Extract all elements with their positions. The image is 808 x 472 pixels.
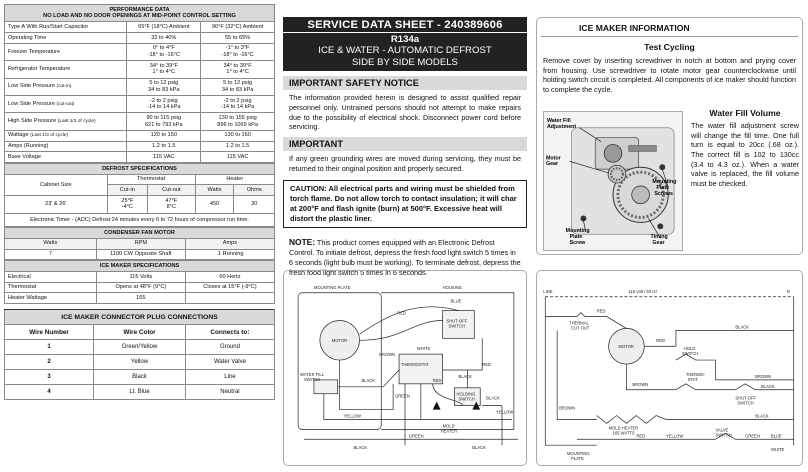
water-fill-volume <box>691 108 799 188</box>
svg-text:YELLOW: YELLOW <box>496 409 514 415</box>
ice-maker-info-panel <box>536 17 803 255</box>
svg-text:GREEN: GREEN <box>395 393 410 399</box>
svg-text:WHITE: WHITE <box>770 447 785 453</box>
connector-row: 4 Lt. Blue Neutral <box>5 385 275 400</box>
label-plate-screws: Mounting Plate Screws <box>652 178 677 197</box>
performance-row: Refrigerator Temperature 34° to 39°F 1° to 4°C 34° to 39°F 1° to 4°C <box>5 61 275 78</box>
defrost-title: DEFROST SPECIFICATIONS <box>5 164 275 175</box>
connector-title: ICE MAKER CONNECTOR PLUG CONNECTIONS <box>5 310 275 325</box>
wl-thermostat: THERMOSTAT <box>401 362 429 368</box>
svg-text:RED: RED <box>432 377 442 383</box>
wr-shutoff: SHUT-OFF SWITCH <box>735 395 757 406</box>
svg-text:RED: RED <box>397 310 406 316</box>
wiring-diagram-physical <box>283 270 527 466</box>
wr-mold-heater: MOLD HEATER 165 WATTS <box>608 425 639 436</box>
defrost-timer-note: Electronic Timer - (ADC) Defrost 24 minutes every 6 to 72 hours of compressor run time. <box>5 213 275 227</box>
svg-text:BLUE: BLUE <box>450 298 462 304</box>
connector-table: ICE MAKER CONNECTOR PLUG CONNECTIONS Wire Number Wire Color Connects to: 1 Green/Yellow Ground 2 Yellow Water Valve 3 Black Line 4 Lt. Blue Neutral <box>4 309 275 400</box>
label-water-fill: Water Fill Adjustment <box>546 117 577 130</box>
wr-neutral: N <box>786 288 790 294</box>
svg-text:BLACK: BLACK <box>761 383 775 389</box>
svg-text:BROWN: BROWN <box>379 352 396 358</box>
svg-text:BLACK: BLACK <box>458 373 473 379</box>
performance-row: Wattage (Last 1/3 of cycle) 120 to 150 130 to 160 <box>5 130 275 141</box>
svg-text:GREEN: GREEN <box>408 433 424 439</box>
svg-text:BLACK: BLACK <box>735 324 749 330</box>
note-paragraph: NOTE: This product comes equipped with an Electronic Defrost Control. To initiate defrost, depress the fresh food light switch 5 times in 6 seconds (light bulb must be working). To terminate defrost, depress the fresh food light switch 5 times in 6 seconds. <box>289 236 521 277</box>
connector-row: 3 Black Line <box>5 370 275 385</box>
svg-text:BROWN: BROWN <box>755 373 771 379</box>
label-timing-gear: Timing Gear <box>650 234 668 247</box>
fan-title: CONDENSER FAN MOTOR <box>5 228 275 239</box>
wl-mold-heater: MOLD HEATER <box>440 423 458 434</box>
wiring-diagram-schematic <box>536 270 803 466</box>
svg-text:WHITE: WHITE <box>416 346 431 352</box>
ice-maker-photo <box>543 111 683 251</box>
svg-text:BROWN: BROWN <box>559 405 576 411</box>
wl-holding: HOLDING SWITCH <box>456 391 476 402</box>
label-motor-gear: Motor Gear <box>545 155 561 168</box>
defrost-table: DEFROST SPECIFICATIONS Cabinet Size Thermostat Heater Cut-in Cut-out Watts Ohms 23' & 26' 25°F -4°C 47°F 8°C 450 30 Electronic Timer - (ADC) Defrost 24 minutes every 6 to 72 hours of compressor run time. <box>4 163 275 227</box>
svg-text:GREEN: GREEN <box>745 433 760 439</box>
ice-spec-title: ICE MAKER SPECIFICATIONS <box>5 261 275 272</box>
condenser-fan-table: CONDENSER FAN MOTOR Watts RPM Amps 7 1100 CW Opposite Shaft .1 Running <box>4 227 275 260</box>
test-cycling-title: Test Cycling <box>644 42 695 52</box>
performance-row: Freezer Temperature 0° to 4°F -18° to -16°C -1° to 3°F -18° to -16°C <box>5 43 275 60</box>
svg-text:BLUE: BLUE <box>770 433 782 439</box>
performance-row: Base Voltage 115 VAC 115 VAC <box>5 152 275 163</box>
svg-text:BROWN: BROWN <box>632 381 649 387</box>
wiring-diagram-physical-svg <box>284 271 526 465</box>
wr-motor: MOTOR <box>618 344 634 350</box>
ice-maker-spec-table: ICE MAKER SPECIFICATIONS Electrical 115 Volts 60 Hertz Thermostat Opens at 48°F (9°C) Closes at 15°F (-9°C) Heater Wattage 165 <box>4 260 275 304</box>
connector-row: 2 Yellow Water Valve <box>5 355 275 370</box>
service-data-header: SERVICE DATA SHEET - 240389606 R134a ICE & WATER - AUTOMATIC DEFROST SIDE BY SIDE MODELS <box>283 17 527 71</box>
wl-housing: HOUSING <box>442 284 462 290</box>
refrigerant: R134a <box>390 34 420 45</box>
wfv-text: The water fill adjustment screw will change the fill time. One full turn is equal to 20cc (.68 oz.). The correct fill is 102 to 130cc (3.4 to 4.3 oz.). When a water valve is replaced, the fill volume must be checked. <box>691 121 799 188</box>
caution-box: CAUTION: All electrical parts and wiring must be shielded from torch flame. Do not allow torch to contact insulation; it will char at 200°F and flash ignite (burn) at 500°F. Excessive heat will distort the plastic liner. <box>283 180 527 228</box>
svg-text:YELLOW: YELLOW <box>666 433 684 439</box>
wiring-diagram-schematic-svg <box>537 271 802 465</box>
performance-row: Low Side Pressure (cut-in) 5 to 12 psig 34 to 83 kPa 5 to 12 psig 34 to 83 kPa <box>5 78 275 95</box>
svg-text:RED: RED <box>596 308 606 314</box>
performance-row: Operating Time 32 to 40% 55 to 65% <box>5 33 275 44</box>
wr-hold-switch: HOLD SWITCH <box>681 346 699 357</box>
svg-text:RED: RED <box>482 362 491 368</box>
left-column <box>4 4 275 400</box>
performance-table: PERFORMANCE DATA NO LOAD AND NO DOOR OPENINGS AT MID-POINT CONTROL SETTING Type A With Run/Start Capacitor 65°F (18°C) Ambient 90°F (32°C) Ambient Operating Time 32 to 40% 55 to 65% Freezer Temperature 0° to 4°F -18° to -16°C -1° to 3°F -18° to -16°C Refrigerator Temperature 34° to 39°F 1° to 4°C 34° to 39°F 1° to 4°C Low Side Pressure (cut-in) 5 to 12 psig 34 to 83 kPa 5 to 12 psig 34 to 83 kPa Low Side Pressure (cut-out) -2 to 2 psig -14 to 14 kPa -2 to 2 psig -14 to 14 kPa High Side Pressure (Last 1/3 of cycle) 90 to 115 psig 621 to 793 kPa 130 to 155 psig 896 to 1069 kPa Wattage (Last 1/3 of cycle) 120 to 150 130 to 160 Amps (Running) 1.2 to 1.5 1.2 to 1.5 Base Voltage 115 VAC 115 VAC <box>4 4 275 163</box>
svg-text:BLACK: BLACK <box>755 413 769 419</box>
safety-text: The information provided herein is designed to assist qualified repair personnel only. Untrained persons should not attempt to make repairs due to the possibility of electrical shock. Disconnect power cord before servicing. <box>289 93 521 132</box>
svg-text:BLACK: BLACK <box>486 395 500 401</box>
test-cycling-text: Remove cover by inserting screwdriver in notch at bottom and prying cover from housing. Use screwdriver to rotate motor gear counterclockwise until holding switch circuit is completed. All components of ice maker should function to complete the cycle. <box>543 56 796 94</box>
performance-row: High Side Pressure (Last 1/3 of cycle) 90 to 115 psig 621 to 793 kPa 130 to 155 psig 896 to 1069 kPa <box>5 113 275 130</box>
wr-valve-switch: VALVE SWITCH <box>715 427 732 438</box>
label-plate-screw: Mounting Plate Screw <box>565 228 590 247</box>
connector-row: 1 Green/Yellow Ground <box>5 340 275 355</box>
wl-shut-off: SHUT-OFF SWITCH <box>446 318 468 329</box>
wl-water-fill: WATER FILL SWITCH <box>300 371 325 382</box>
wr-thermostat: THERMO-STAT <box>685 371 706 382</box>
wfv-title: Water Fill Volume <box>709 108 781 118</box>
svg-text:YELLOW: YELLOW <box>343 413 361 419</box>
wr-line: LINE <box>543 288 553 294</box>
svg-text:BLACK: BLACK <box>361 377 376 383</box>
important-text: If any green grounding wires are moved during servicing, they must be returned to their original position and properly secured. <box>289 154 521 173</box>
performance-title: PERFORMANCE DATA NO LOAD AND NO DOOR OPENINGS AT MID-POINT CONTROL SETTING <box>5 5 275 22</box>
svg-text:RED: RED <box>656 338 665 344</box>
service-title: SERVICE DATA SHEET - 240389606 <box>283 19 527 33</box>
important-heading: IMPORTANT <box>283 137 527 151</box>
wr-mounting-plate: MOUNTING PLATE <box>567 451 590 462</box>
wl-mounting-plate: MOUNTING PLATE <box>313 284 351 290</box>
middle-column <box>283 17 527 278</box>
svg-text:BLACK: BLACK <box>353 445 368 451</box>
ice-maker-title: ICE MAKER INFORMATION <box>579 23 690 33</box>
wl-motor: MOTOR <box>331 338 348 344</box>
performance-row: Amps (Running) 1.2 to 1.5 1.2 to 1.5 <box>5 141 275 152</box>
safety-heading: IMPORTANT SAFETY NOTICE <box>283 76 527 90</box>
ice-maker-illustration <box>544 112 682 250</box>
wr-thermal-cutout: THERMAL CUT OUT <box>569 320 590 331</box>
performance-row: Low Side Pressure (cut-out) -2 to 2 psig -14 to 14 kPa -2 to 2 psig -14 to 14 kPa <box>5 96 275 113</box>
svg-text:BLACK: BLACK <box>472 445 486 451</box>
wr-voltage: 115 Volt / 60 Hz <box>628 288 658 294</box>
svg-text:RED: RED <box>636 433 646 439</box>
